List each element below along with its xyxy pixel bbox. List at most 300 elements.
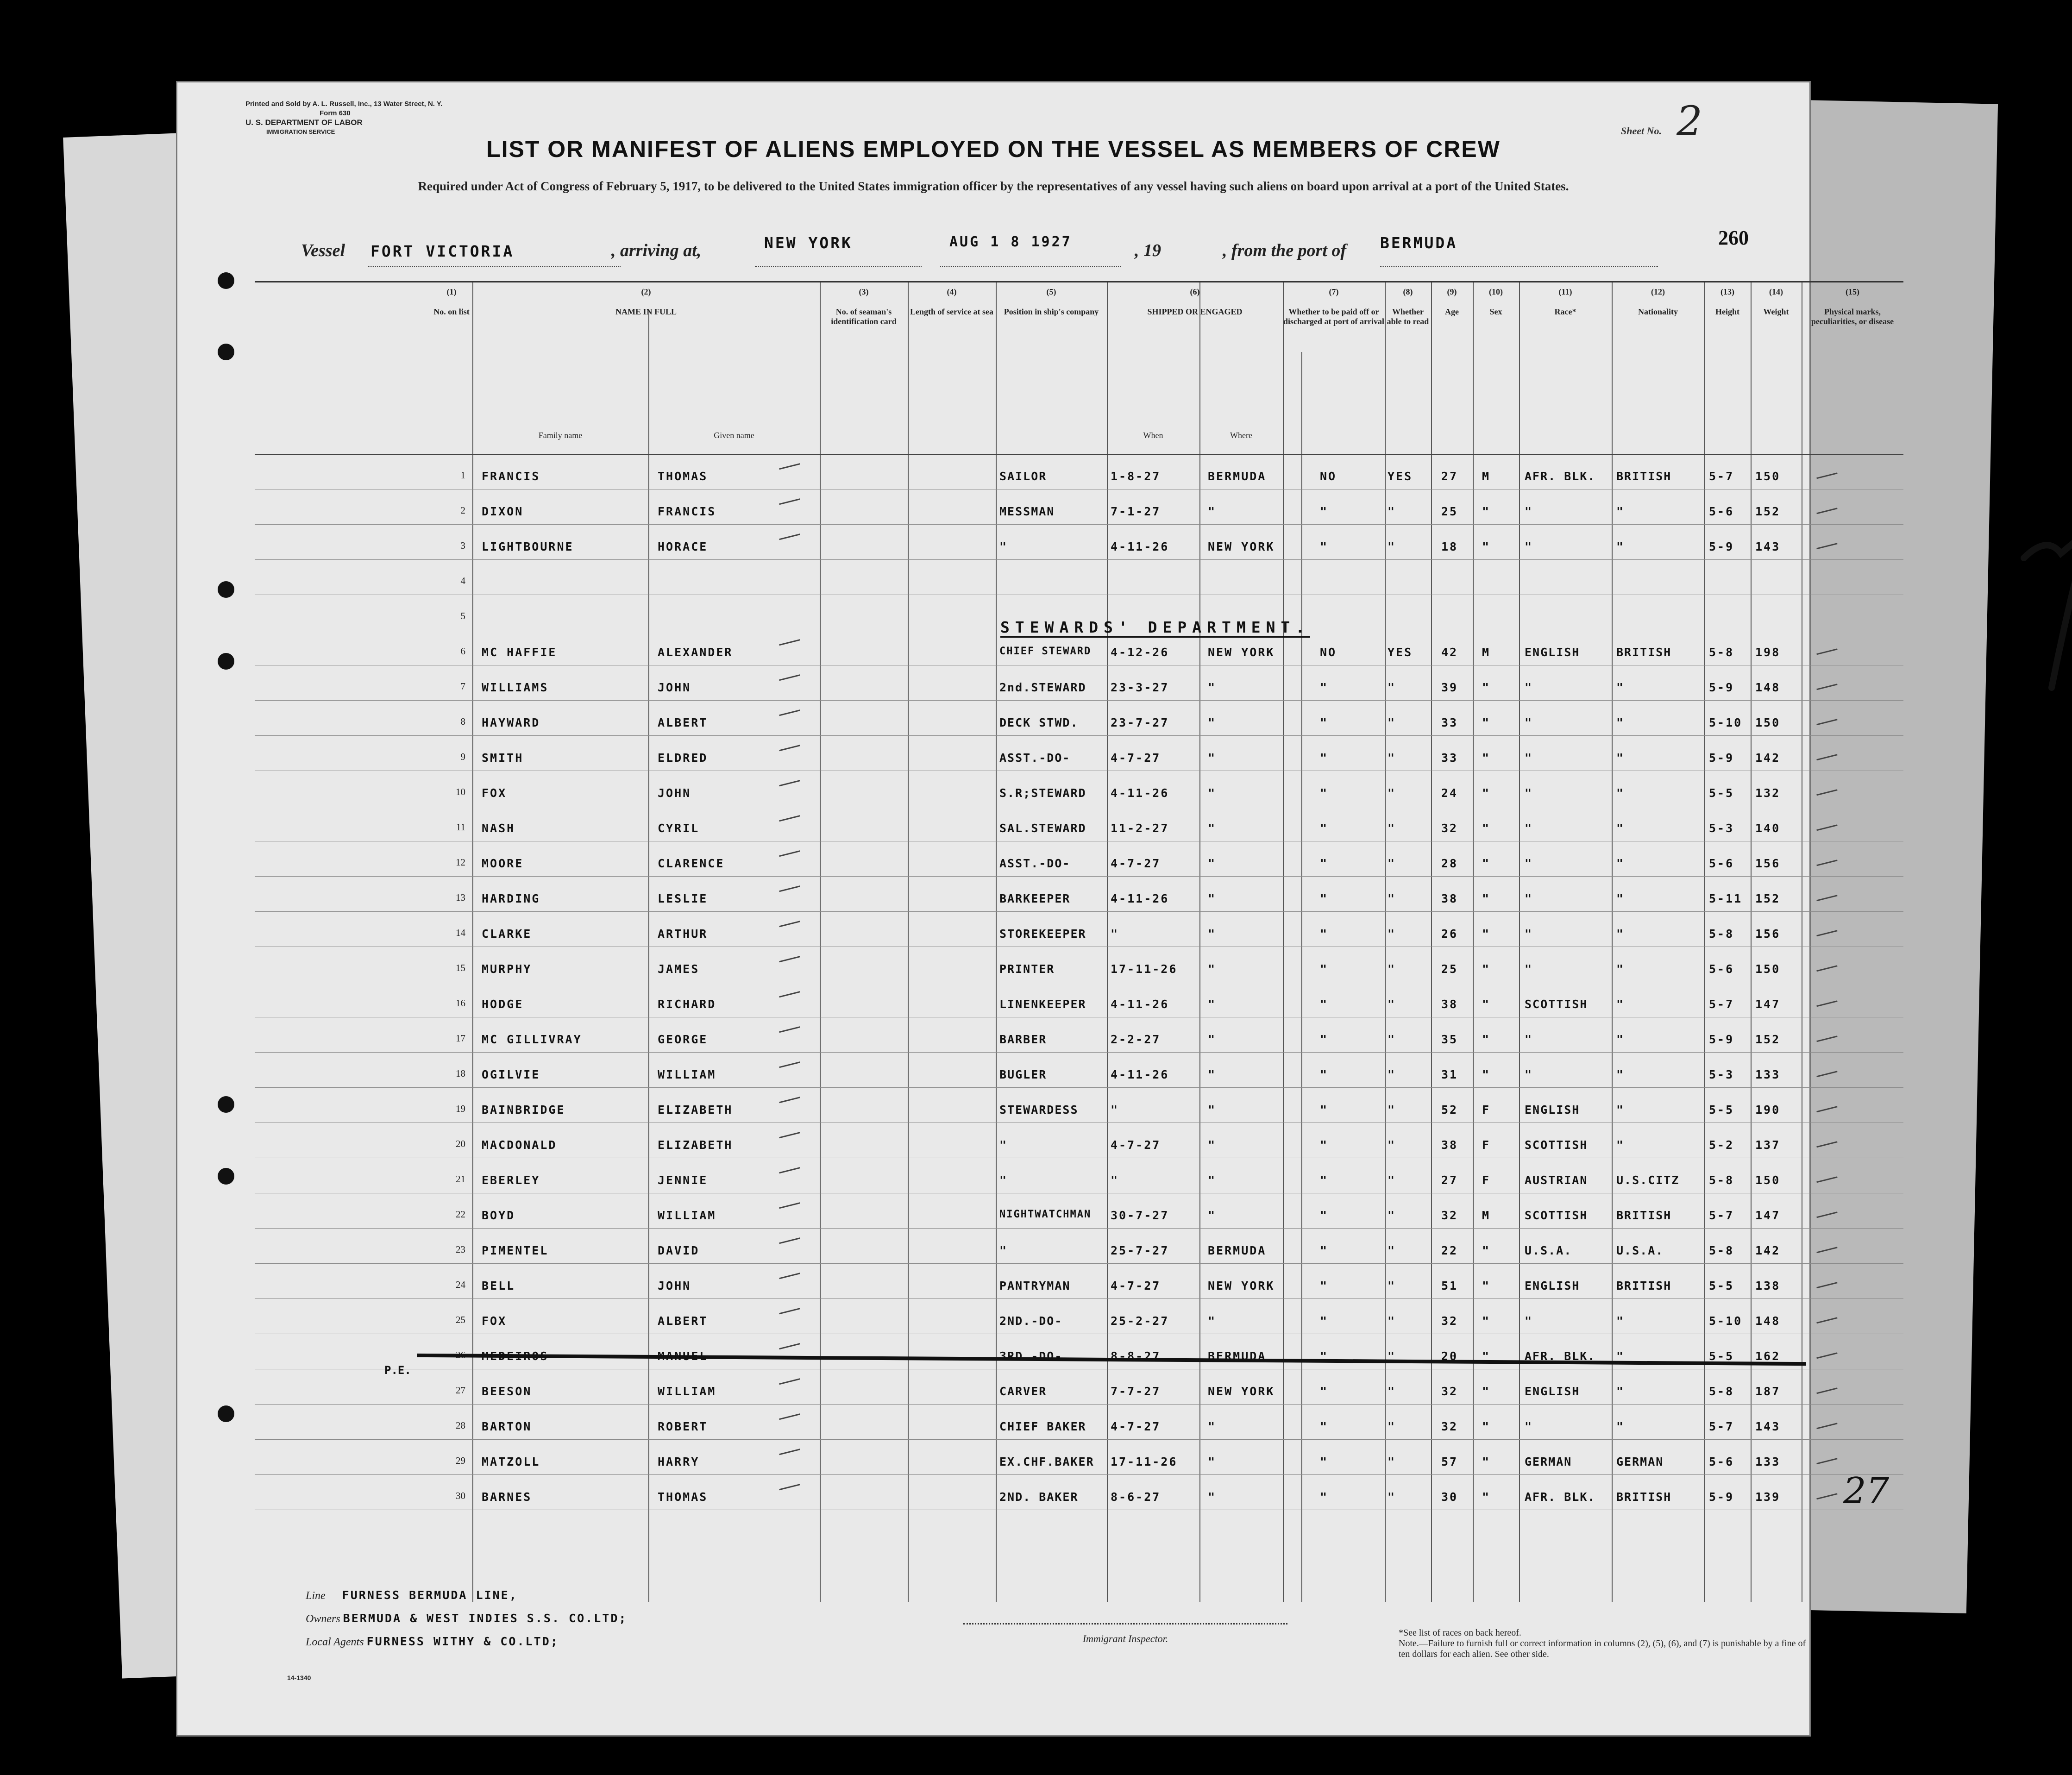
cell-height: 5-7: [1709, 997, 1734, 1011]
stamp-number: 260: [1718, 226, 1749, 249]
binder-hole: [218, 1168, 234, 1185]
checkmark-icon: [1815, 853, 1837, 866]
cell-age: 33: [1441, 716, 1458, 729]
cell-height: 5-6: [1709, 962, 1734, 976]
cell-given: WILLIAM: [658, 1209, 716, 1222]
cell-weight: 190: [1755, 1103, 1781, 1116]
cell-position: ": [999, 1138, 1008, 1152]
cell-age: 30: [1441, 1490, 1458, 1504]
arriving-label: , arriving at,: [611, 241, 702, 260]
line-field: [306, 1588, 518, 1602]
cell-sex: ": [1482, 822, 1491, 835]
cell-age: 35: [1441, 1033, 1458, 1046]
cell-nat: ": [1616, 1385, 1625, 1398]
cell-weight: 152: [1755, 892, 1781, 905]
line-label: Line: [306, 1590, 326, 1602]
cell-age: 57: [1441, 1455, 1458, 1468]
cell-family: LIGHTBOURNE: [482, 540, 574, 553]
cell-where: ": [1208, 1420, 1217, 1433]
cell-family: OGILVIE: [482, 1068, 540, 1081]
cell-where: ": [1208, 1138, 1217, 1152]
cell-nat: ": [1616, 786, 1625, 800]
cell-race: ": [1525, 927, 1533, 941]
cell-weight: 187: [1755, 1385, 1781, 1398]
footnote-races: *See list of races on back hereof.: [1399, 1628, 1521, 1638]
cell-family: MC HAFFIE: [482, 646, 557, 659]
cell-nat: GERMAN: [1616, 1455, 1664, 1468]
cell-family: EBERLEY: [482, 1173, 540, 1187]
cell-race: ": [1525, 505, 1533, 518]
cell-weight: 156: [1755, 857, 1781, 870]
row-rule: [255, 1404, 1903, 1405]
cell-height: 5-8: [1709, 1244, 1734, 1257]
cell-paid: ": [1320, 1173, 1329, 1187]
cell-paid: ": [1320, 681, 1329, 694]
cell-nat: ": [1616, 1103, 1625, 1116]
cell-where: BERMUDA: [1208, 470, 1267, 483]
cell-age: 31: [1441, 1068, 1458, 1081]
column-number: (15): [1846, 287, 1859, 296]
cell-given: JENNIE: [658, 1173, 708, 1187]
checkmark-icon: [1815, 958, 1837, 972]
cell-read: ": [1388, 1173, 1396, 1187]
cell-height: 5-6: [1709, 857, 1734, 870]
row-number: 26: [456, 1349, 465, 1361]
cell-family: FOX: [482, 1314, 507, 1328]
cell-position: ": [999, 1244, 1008, 1257]
checkmark-icon: [1815, 1029, 1837, 1042]
cell-age: 27: [1441, 470, 1458, 483]
owners-label: Owners: [306, 1613, 340, 1625]
cell-sex: F: [1482, 1138, 1491, 1152]
cell-given: CLARENCE: [658, 857, 725, 870]
cell-read: ": [1388, 1490, 1396, 1504]
printer-line: Printed and Sold by A. L. Russell, Inc., 13 Water Street, N. Y.: [245, 100, 443, 108]
row-number: 14: [456, 927, 465, 938]
checkmark-icon: [1815, 1134, 1837, 1148]
cell-where: ": [1208, 857, 1217, 870]
cell-position: SAL.STEWARD: [999, 822, 1086, 835]
cell-position: PRINTER: [999, 962, 1055, 976]
cell-where: ": [1208, 751, 1217, 765]
cell-where: ": [1208, 786, 1217, 800]
binder-hole: [218, 581, 234, 598]
cell-given: CYRIL: [658, 822, 700, 835]
cell-paid: ": [1320, 1138, 1329, 1152]
cell-family: WILLIAMS: [482, 681, 549, 694]
row-number: 17: [456, 1033, 465, 1044]
cell-read: ": [1388, 1455, 1396, 1468]
column-header-1: [431, 287, 472, 317]
row-rule: [255, 911, 1903, 912]
checkmark-icon: [1815, 465, 1837, 479]
cell-paid: ": [1320, 1349, 1329, 1363]
cell-paid: ": [1320, 1490, 1329, 1504]
cell-paid: ": [1320, 857, 1329, 870]
checkmark-icon: [777, 702, 800, 716]
subcolumn-header-where: Where: [1230, 431, 1252, 440]
cell-paid: ": [1320, 505, 1329, 518]
cell-given: FRANCIS: [658, 505, 716, 518]
cell-where: ": [1208, 822, 1217, 835]
subcolumn-divider: [1301, 352, 1302, 1602]
cell-given: RICHARD: [658, 997, 716, 1011]
cell-where: ": [1208, 1314, 1217, 1328]
cell-when: 4-7-27: [1111, 1279, 1161, 1292]
cell-weight: 150: [1755, 716, 1781, 729]
cell-race: SCOTTISH: [1525, 997, 1588, 1011]
cell-race: ": [1525, 786, 1533, 800]
row-number: 21: [456, 1173, 465, 1185]
column-header-2: [472, 287, 820, 317]
cell-position: LINENKEEPER: [999, 997, 1086, 1011]
large-checkmark-annotation: [2019, 526, 2072, 692]
row-number: 30: [456, 1490, 465, 1501]
cell-position: ": [999, 540, 1008, 553]
cell-when: ": [1111, 1103, 1119, 1116]
cell-sex: ": [1482, 751, 1491, 765]
cell-sex: ": [1482, 1420, 1491, 1433]
cell-sex: ": [1482, 1314, 1491, 1328]
column-header-13: [1704, 287, 1751, 317]
cell-height: 5-7: [1709, 470, 1734, 483]
cell-race: ": [1525, 540, 1533, 553]
cell-sex: ": [1482, 681, 1491, 694]
cell-given: JOHN: [658, 1279, 691, 1292]
row-number: 18: [456, 1068, 465, 1079]
cell-nat: ": [1616, 505, 1625, 518]
cell-position: 2ND. BAKER: [999, 1490, 1079, 1504]
cell-age: 33: [1441, 751, 1458, 765]
cell-race: AFR. BLK.: [1525, 470, 1596, 483]
cell-paid: ": [1320, 997, 1329, 1011]
column-header-7: [1283, 287, 1385, 326]
cell-age: 27: [1441, 1173, 1458, 1187]
cell-family: SMITH: [482, 751, 524, 765]
cell-height: 5-9: [1709, 751, 1734, 765]
cell-race: SCOTTISH: [1525, 1138, 1588, 1152]
checkmark-icon: [777, 1125, 800, 1139]
cell-nat: ": [1616, 1138, 1625, 1152]
cell-read: ": [1388, 1420, 1396, 1433]
checkmark-icon: [1815, 1451, 1837, 1465]
cell-position: EX.CHF.BAKER: [999, 1455, 1094, 1468]
cell-family: HARDING: [482, 892, 540, 905]
cell-race: AFR. BLK.: [1525, 1490, 1596, 1504]
cell-age: 25: [1441, 962, 1458, 976]
cell-where: BERMUDA: [1208, 1244, 1267, 1257]
header-divider: [255, 454, 1903, 455]
cell-sex: ": [1482, 1068, 1491, 1081]
checkmark-icon: [777, 1301, 800, 1315]
cell-race: AFR. BLK.: [1525, 1349, 1596, 1363]
cell-family: BAINBRIDGE: [482, 1103, 565, 1116]
subcolumn-divider: [648, 310, 649, 1602]
checkmark-icon: [1815, 501, 1837, 514]
cell-race: ENGLISH: [1525, 1279, 1580, 1292]
cell-age: 32: [1441, 1209, 1458, 1222]
cell-position: DECK STWD.: [999, 716, 1079, 729]
row-number: 13: [456, 892, 465, 903]
cell-height: 5-9: [1709, 1490, 1734, 1504]
cell-race: U.S.A.: [1525, 1244, 1572, 1257]
column-header-10: [1473, 287, 1519, 317]
column-number: (4): [947, 287, 957, 296]
checkmark-icon: [777, 808, 800, 822]
cell-given: ALBERT: [658, 716, 708, 729]
cell-given: GEORGE: [658, 1033, 708, 1046]
sheet-number-value: 2: [1676, 97, 1702, 145]
column-header-11: [1519, 287, 1612, 317]
cell-age: 38: [1441, 997, 1458, 1011]
cell-race: AUSTRIAN: [1525, 1173, 1588, 1187]
cell-age: 39: [1441, 681, 1458, 694]
cell-height: 5-3: [1709, 1068, 1734, 1081]
row-number: 10: [456, 786, 465, 797]
inspector-label: Immigrant Inspector.: [1082, 1633, 1168, 1644]
cell-position: CARVER: [999, 1385, 1047, 1398]
cell-when: 11-2-27: [1111, 822, 1169, 835]
cell-position: CHIEF STEWARD: [999, 646, 1092, 657]
checkmark-icon: [1815, 1240, 1837, 1254]
cell-when: 17-11-26: [1111, 1455, 1178, 1468]
cell-sex: ": [1482, 716, 1491, 729]
cell-paid: ": [1320, 751, 1329, 765]
checkmark-icon: [777, 1477, 800, 1491]
cell-position: SAILOR: [999, 470, 1047, 483]
cell-nat: U.S.A.: [1616, 1244, 1664, 1257]
cell-race: ENGLISH: [1525, 646, 1580, 659]
cell-weight: 162: [1755, 1349, 1781, 1363]
cell-position: ASST.-DO-: [999, 751, 1071, 765]
row-number: 12: [456, 857, 465, 868]
checkmark-icon: [777, 527, 800, 540]
checkmark-icon: [1815, 923, 1837, 937]
cell-height: 5-9: [1709, 540, 1734, 553]
checkmark-icon: [1815, 1275, 1837, 1289]
column-label: Length of service at sea: [910, 307, 993, 316]
binder-hole: [218, 272, 234, 289]
cell-nat: ": [1616, 1314, 1625, 1328]
row-number: 29: [456, 1455, 465, 1466]
cell-read: ": [1388, 786, 1396, 800]
cell-position: BUGLER: [999, 1068, 1047, 1081]
checkmark-icon: [777, 1442, 800, 1455]
checkmark-icon: [777, 1054, 800, 1068]
checkmark-icon: [777, 773, 800, 787]
checkmark-icon: [777, 878, 800, 892]
cell-read: ": [1388, 1068, 1396, 1081]
cell-race: ": [1525, 716, 1533, 729]
row-rule: [255, 1087, 1903, 1088]
cell-height: 5-5: [1709, 1279, 1734, 1292]
cell-where: ": [1208, 1068, 1217, 1081]
subcolumn-header-given: Given name: [714, 431, 754, 440]
cell-family: DIXON: [482, 505, 524, 518]
cell-read: ": [1388, 962, 1396, 976]
cell-weight: 148: [1755, 681, 1781, 694]
cell-sex: ": [1482, 505, 1491, 518]
row-number: 22: [456, 1209, 465, 1220]
checkmark-icon: [777, 984, 800, 998]
cell-given: JOHN: [658, 786, 691, 800]
column-number: (6): [1190, 287, 1200, 296]
owners-value: BERMUDA & WEST INDIES S.S. CO.LTD;: [343, 1612, 628, 1625]
row-rule: [255, 1474, 1903, 1475]
checkmark-icon: [777, 914, 800, 928]
checkmark-icon: [777, 1406, 800, 1420]
cell-sex: M: [1482, 1209, 1491, 1222]
cell-paid: NO: [1320, 646, 1337, 659]
cell-weight: 133: [1755, 1068, 1781, 1081]
cell-where: ": [1208, 716, 1217, 729]
cell-where: NEW YORK: [1208, 646, 1275, 659]
cell-read: ": [1388, 857, 1396, 870]
cell-paid: NO: [1320, 470, 1337, 483]
cell-given: JOHN: [658, 681, 691, 694]
column-label: SHIPPED OR ENGAGED: [1147, 307, 1243, 316]
cell-height: 5-10: [1709, 716, 1743, 729]
cell-weight: 139: [1755, 1490, 1781, 1504]
cell-where: ": [1208, 1209, 1217, 1222]
cell-read: ": [1388, 1033, 1396, 1046]
cell-paid: ": [1320, 822, 1329, 835]
column-number: (10): [1489, 287, 1503, 296]
cell-where: ": [1208, 1455, 1217, 1468]
cell-age: 24: [1441, 786, 1458, 800]
cell-given: ELIZABETH: [658, 1138, 733, 1152]
column-header-12: [1612, 287, 1704, 317]
cell-sex: ": [1482, 1279, 1491, 1292]
voyage-line: [301, 234, 1737, 266]
agents-label: Local Agents: [306, 1636, 364, 1648]
cell-family: HAYWARD: [482, 716, 540, 729]
date-underline: [940, 266, 1121, 267]
cell-read: ": [1388, 892, 1396, 905]
cell-when: 23-7-27: [1111, 716, 1169, 729]
cell-race: ": [1525, 751, 1533, 765]
cell-age: 20: [1441, 1349, 1458, 1363]
cell-sex: M: [1482, 470, 1491, 483]
owners-field: [306, 1612, 627, 1625]
cell-race: ": [1525, 1068, 1533, 1081]
cell-nat: ": [1616, 892, 1625, 905]
row-number: 3: [460, 540, 465, 551]
checkmark-icon: [1815, 1204, 1837, 1218]
cell-family: MATZOLL: [482, 1455, 540, 1468]
checkmark-icon: [1815, 747, 1837, 761]
cell-paid: ": [1320, 786, 1329, 800]
row-number: 25: [456, 1314, 465, 1325]
cell-age: 32: [1441, 1314, 1458, 1328]
column-number: (3): [859, 287, 869, 296]
checkmark-icon: [777, 1195, 800, 1209]
cell-read: ": [1388, 1209, 1396, 1222]
cell-sex: ": [1482, 1455, 1491, 1468]
cell-position: 2ND.-DO-: [999, 1314, 1063, 1328]
cell-nat: ": [1616, 751, 1625, 765]
column-label: Whether able to read: [1387, 307, 1429, 326]
column-header-8: [1385, 287, 1431, 326]
cell-race: ": [1525, 822, 1533, 835]
cell-sex: ": [1482, 1033, 1491, 1046]
column-label: NAME IN FULL: [615, 307, 677, 316]
checkmark-icon: [1815, 1064, 1837, 1078]
cell-where: ": [1208, 997, 1217, 1011]
cell-read: ": [1388, 1349, 1396, 1363]
cell-position: BARBER: [999, 1033, 1047, 1046]
checkmark-icon: [777, 456, 800, 470]
column-number: (7): [1329, 287, 1339, 296]
cell-race: ": [1525, 962, 1533, 976]
crew-table: [255, 281, 1903, 1602]
row-number: 4: [460, 575, 465, 586]
column-number: (5): [1046, 287, 1056, 296]
cell-sex: ": [1482, 927, 1491, 941]
cell-where: ": [1208, 927, 1217, 941]
cell-paid: ": [1320, 962, 1329, 976]
cell-family: PIMENTEL: [482, 1244, 549, 1257]
column-header-14: [1751, 287, 1802, 317]
checkmark-icon: [777, 738, 800, 752]
column-label: Race*: [1554, 307, 1576, 316]
row-number: 1: [460, 470, 465, 481]
cell-family: BOYD: [482, 1209, 515, 1222]
page-subtitle: Required under Act of Congress of February 5, 1917, to be delivered to the United States immigration officer by the representatives of any vessel having such aliens on board upon arrival at a port of the United States.: [418, 179, 1569, 193]
checkmark-icon: [777, 1371, 800, 1385]
cell-weight: 150: [1755, 962, 1781, 976]
cell-height: 5-8: [1709, 646, 1734, 659]
cell-weight: 138: [1755, 1279, 1781, 1292]
cell-position: 3RD.-DO-: [999, 1349, 1063, 1363]
row-rule: [255, 735, 1903, 736]
cell-nat: ": [1616, 1033, 1625, 1046]
cell-weight: 142: [1755, 751, 1781, 765]
cell-weight: 152: [1755, 505, 1781, 518]
cell-family: FRANCIS: [482, 470, 540, 483]
row-number: 16: [456, 997, 465, 1009]
cell-when: 4-7-27: [1111, 751, 1161, 765]
cell-nat: ": [1616, 1420, 1625, 1433]
cell-family: BARTON: [482, 1420, 532, 1433]
cell-weight: 150: [1755, 1173, 1781, 1187]
cell-race: ": [1525, 892, 1533, 905]
cell-paid: ": [1320, 1385, 1329, 1398]
cell-sex: ": [1482, 857, 1491, 870]
cell-sex: ": [1482, 1349, 1491, 1363]
cell-read: ": [1388, 716, 1396, 729]
cell-weight: 132: [1755, 786, 1781, 800]
column-number: (14): [1769, 287, 1783, 296]
cell-where: ": [1208, 1490, 1217, 1504]
cell-when: 8-8-27: [1111, 1349, 1161, 1363]
cell-sex: F: [1482, 1103, 1491, 1116]
cell-weight: 147: [1755, 1209, 1781, 1222]
cell-family: FOX: [482, 786, 507, 800]
row-number: 19: [456, 1103, 465, 1114]
pe-annotation: P.E.: [384, 1364, 411, 1377]
cell-given: ELDRED: [658, 751, 708, 765]
cell-when: 25-2-27: [1111, 1314, 1169, 1328]
cell-weight: 143: [1755, 1420, 1781, 1433]
column-number: (13): [1720, 287, 1734, 296]
arrival-date: AUG 1 8 1927: [949, 234, 1072, 250]
cell-when: 4-7-27: [1111, 1138, 1161, 1152]
cell-position: STOREKEEPER: [999, 927, 1086, 941]
column-label: Height: [1715, 307, 1739, 316]
cell-when: ": [1111, 1173, 1119, 1187]
cell-age: 51: [1441, 1279, 1458, 1292]
